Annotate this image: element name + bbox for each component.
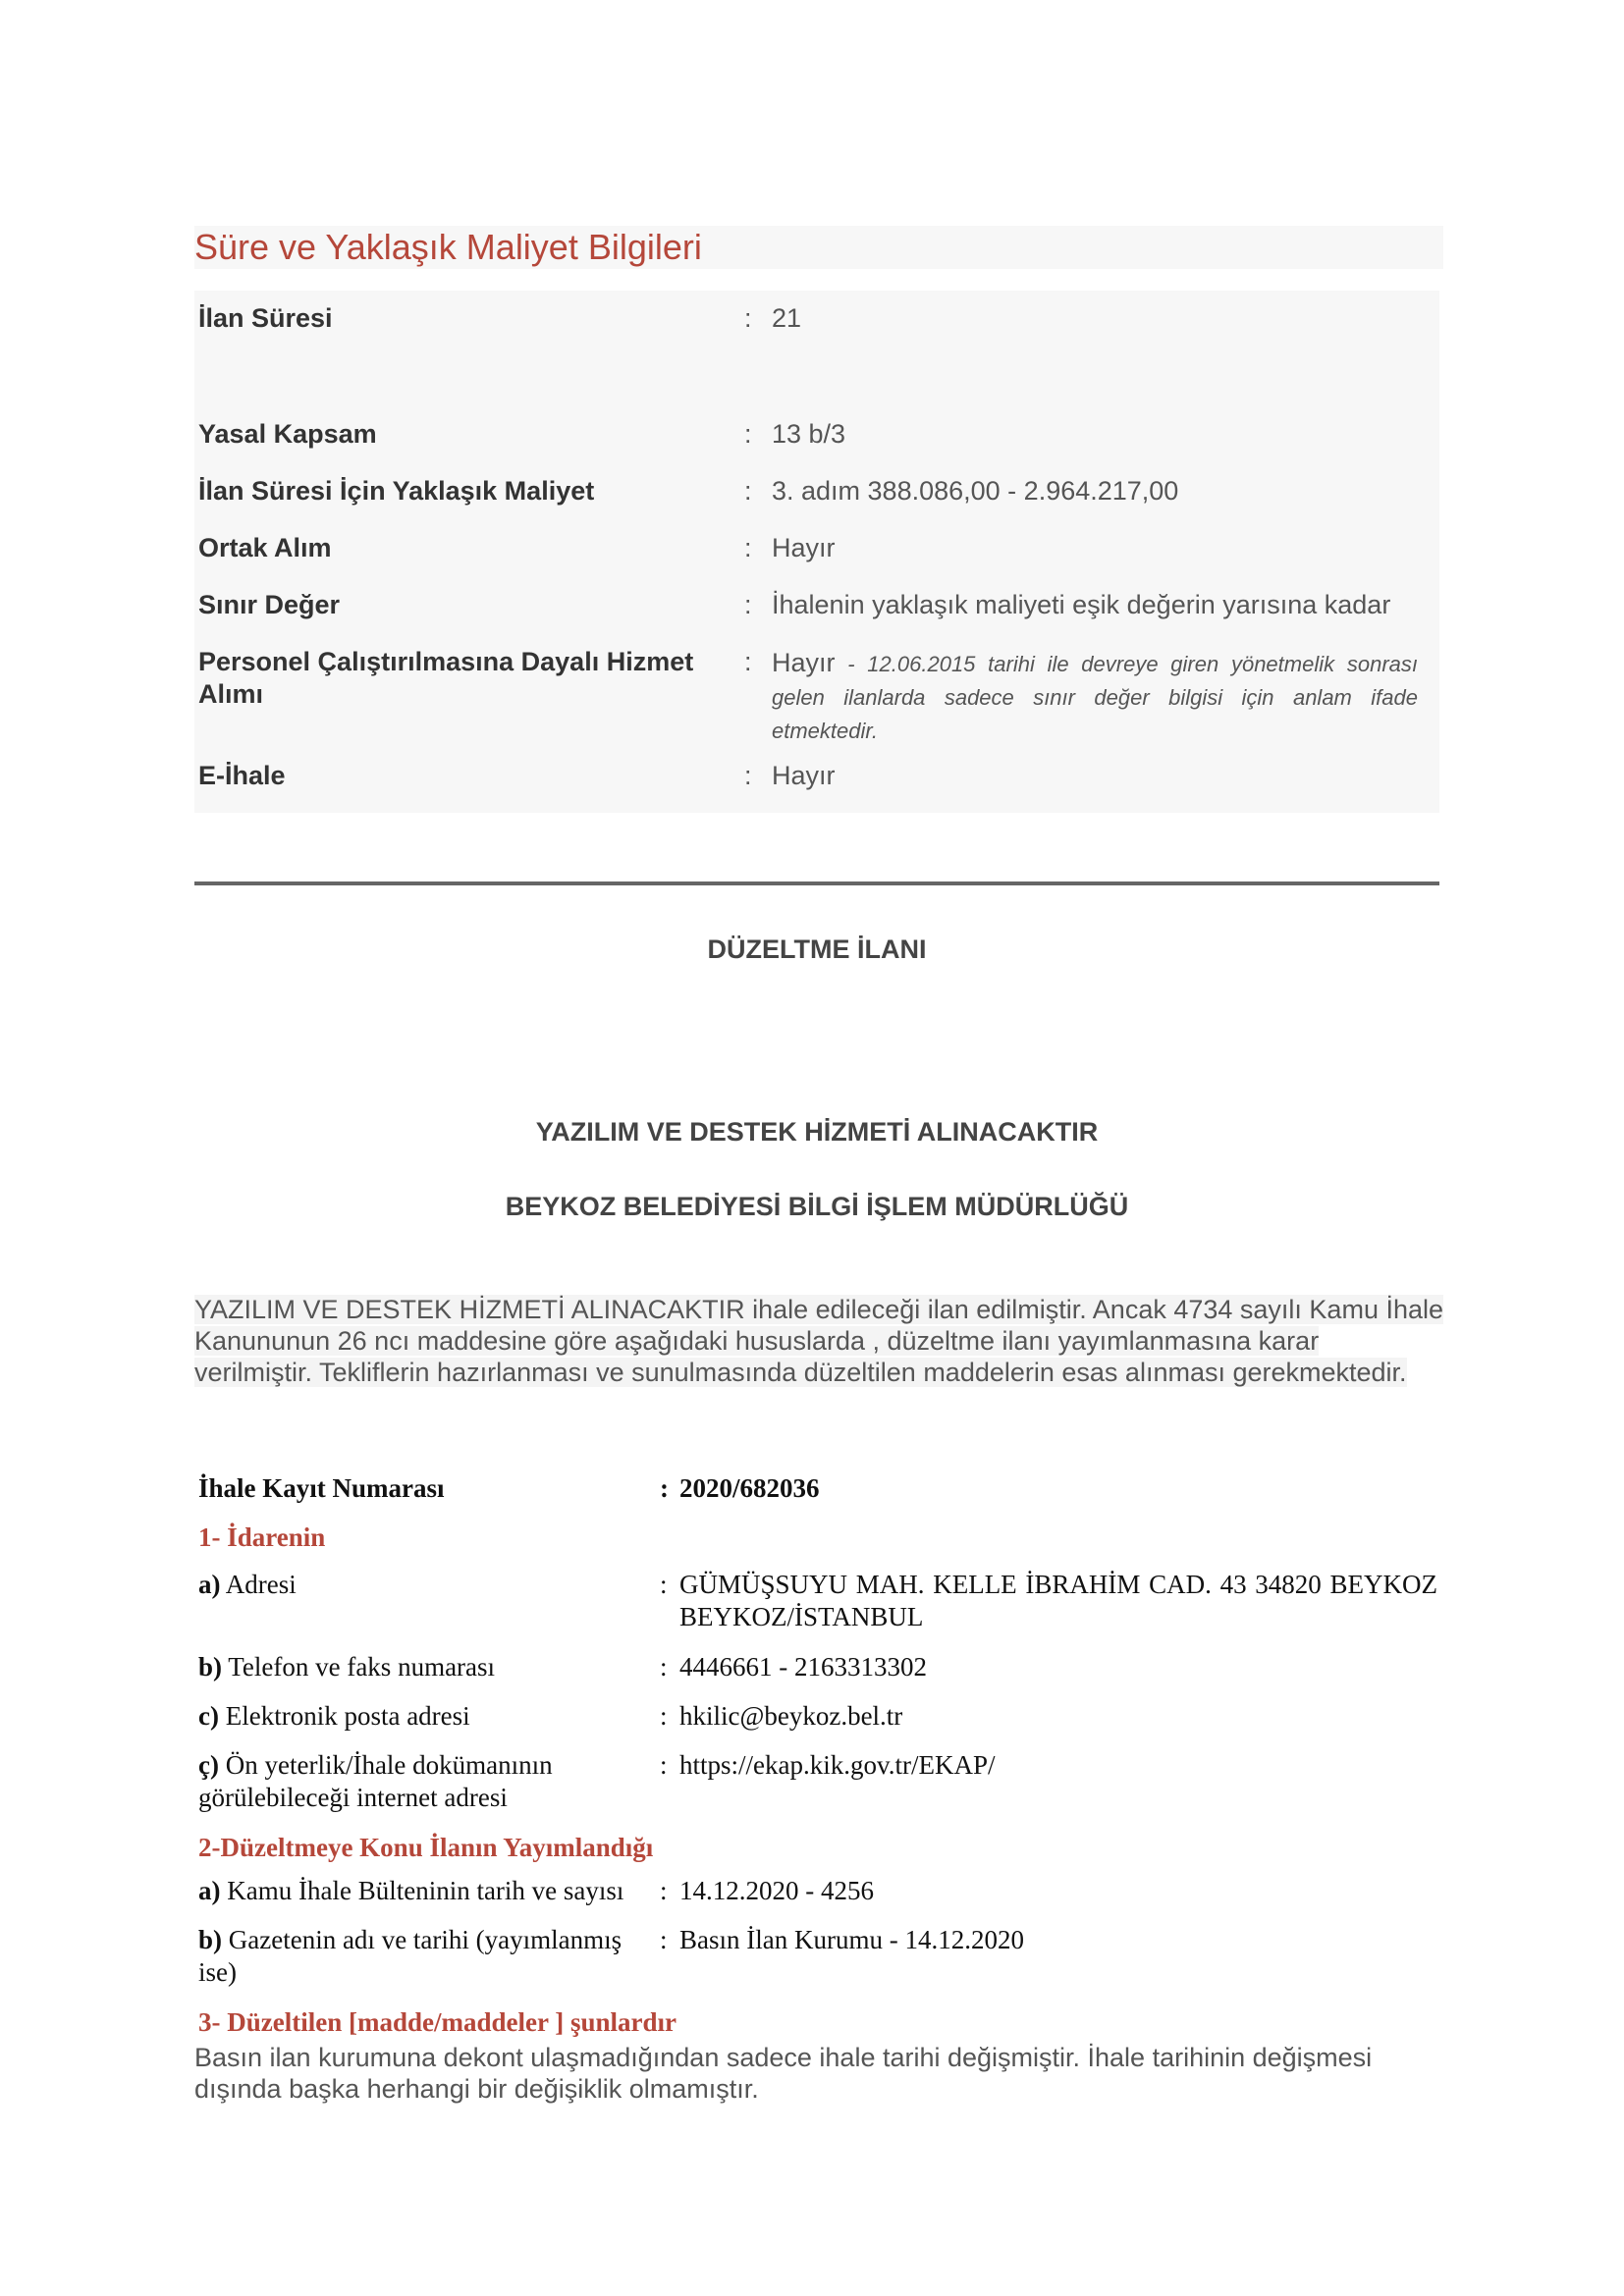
detail-value: Basın İlan Kurumu - 14.12.2020 bbox=[679, 1925, 1024, 1954]
info-value: 3. adım 388.086,00 - 2.964.217,00 bbox=[772, 476, 1179, 506]
info-label: Ortak Alım bbox=[198, 533, 332, 562]
info-label: Sınır Değer bbox=[198, 590, 341, 619]
notice-intro-text: YAZILIM VE DESTEK HİZMETİ ALINACAKTIR ihale edileceği ilan edilmiştir. Ancak 4734 sayılı Kamu İhale Kanununun 26 ncı maddesine göre aşağıdaki hususlarda , düzeltme ilanı yayımlanmasına karar verilmiştir. Tekliflerin hazırlanması ve sunulmasında düzeltilen maddelerin esas alınması gerekmektedir. bbox=[194, 1295, 1444, 1387]
section-2-heading: 2-Düzeltmeye Konu İlanın Yayımlandığı bbox=[198, 1833, 654, 1862]
info-value: Hayır bbox=[772, 761, 836, 790]
detail-colon: : bbox=[660, 1925, 668, 1954]
notice-subject: YAZILIM VE DESTEK HİZMETİ ALINACAKTIR bbox=[535, 1117, 1099, 1147]
info-note: - 12.06.2015 tarihi ile devreye giren yönetmelik sonrası gelen ilanlarda sadece sınır değer bilgisi için anlam ifade etmektedir. bbox=[772, 652, 1418, 743]
detail-value: 14.12.2020 - 4256 bbox=[679, 1876, 874, 1905]
notice-authority: BEYKOZ BELEDİYESİ BİLGİ İŞLEM MÜDÜRLÜĞÜ bbox=[505, 1192, 1129, 1221]
detail-label: Adresi bbox=[225, 1570, 297, 1599]
info-colon: : bbox=[744, 533, 752, 562]
info-value-with-note bbox=[772, 646, 1418, 748]
detail-letter: ç) bbox=[198, 1750, 219, 1780]
info-label: İlan Süresi İçin Yaklaşık Maliyet bbox=[198, 476, 595, 506]
divider bbox=[194, 881, 1439, 885]
info-label: E-İhale bbox=[198, 761, 286, 790]
info-label: İlan Süresi bbox=[198, 303, 333, 333]
info-value: 21 bbox=[772, 303, 802, 333]
detail-letter: b) bbox=[198, 1925, 223, 1954]
section-title: Süre ve Yaklaşık Maliyet Bilgileri bbox=[194, 226, 1443, 269]
info-value: Hayır bbox=[772, 533, 836, 562]
detail-label: Ön yeterlik/İhale dokümanının görülebileceği internet adresi bbox=[198, 1750, 553, 1812]
detail-letter: c) bbox=[198, 1701, 219, 1731]
notice-intro bbox=[194, 1294, 1443, 1388]
detail-label: Telefon ve faks numarası bbox=[228, 1652, 496, 1682]
registry-colon: : bbox=[660, 1473, 669, 1503]
detail-letter: a) bbox=[198, 1876, 221, 1905]
section-1-heading: 1- İdarenin bbox=[198, 1522, 326, 1552]
detail-colon: : bbox=[660, 1570, 668, 1599]
detail-letter: b) bbox=[198, 1652, 223, 1682]
detail-colon: : bbox=[660, 1876, 668, 1905]
detail-value: GÜMÜŞSUYU MAH. KELLE İBRAHİM CAD. 43 34820 BEYKOZ BEYKOZ/İSTANBUL bbox=[679, 1570, 1437, 1631]
detail-value: hkilic@beykoz.bel.tr bbox=[679, 1701, 903, 1731]
info-value: İhalenin yaklaşık maliyeti eşik değerin yarısına kadar bbox=[772, 590, 1391, 619]
detail-letter: a) bbox=[198, 1570, 221, 1599]
info-colon: : bbox=[744, 647, 752, 676]
info-colon: : bbox=[744, 303, 752, 333]
detail-colon: : bbox=[660, 1652, 668, 1682]
info-colon: : bbox=[744, 476, 752, 506]
notice-heading: DÜZELTME İLANI bbox=[707, 934, 927, 964]
section-3-heading: 3- Düzeltilen [madde/maddeler ] şunlardır bbox=[198, 2007, 677, 2037]
detail-colon: : bbox=[660, 1750, 668, 1780]
detail-label: Gazetenin adı ve tarihi (yayımlanmış ise) bbox=[198, 1925, 623, 1987]
detail-label: Kamu İhale Bülteninin tarih ve sayısı bbox=[227, 1876, 624, 1905]
info-colon: : bbox=[744, 590, 752, 619]
registry-value: 2020/682036 bbox=[679, 1473, 820, 1503]
detail-label: Elektronik posta adresi bbox=[225, 1701, 470, 1731]
detail-value: https://ekap.kik.gov.tr/EKAP/ bbox=[679, 1750, 996, 1780]
info-colon: : bbox=[744, 419, 752, 449]
info-label: Personel Çalıştırılmasına Dayalı Hizmet Alımı bbox=[198, 647, 694, 709]
registry-label: İhale Kayıt Numarası bbox=[198, 1473, 445, 1503]
detail-colon: : bbox=[660, 1701, 668, 1731]
info-colon: : bbox=[744, 761, 752, 790]
detail-value: 4446661 - 2163313302 bbox=[679, 1652, 927, 1682]
info-table bbox=[194, 291, 1439, 813]
info-value: Hayır bbox=[772, 648, 836, 677]
info-label: Yasal Kapsam bbox=[198, 419, 377, 449]
section-3-text: Basın ilan kurumuna dekont ulaşmadığından sadece ihale tarihi değişmiştir. İhale tarihinin değişmesi dışında başka herhangi bir değişiklik olmamıştır. bbox=[194, 2043, 1373, 2104]
info-value: 13 b/3 bbox=[772, 419, 846, 449]
